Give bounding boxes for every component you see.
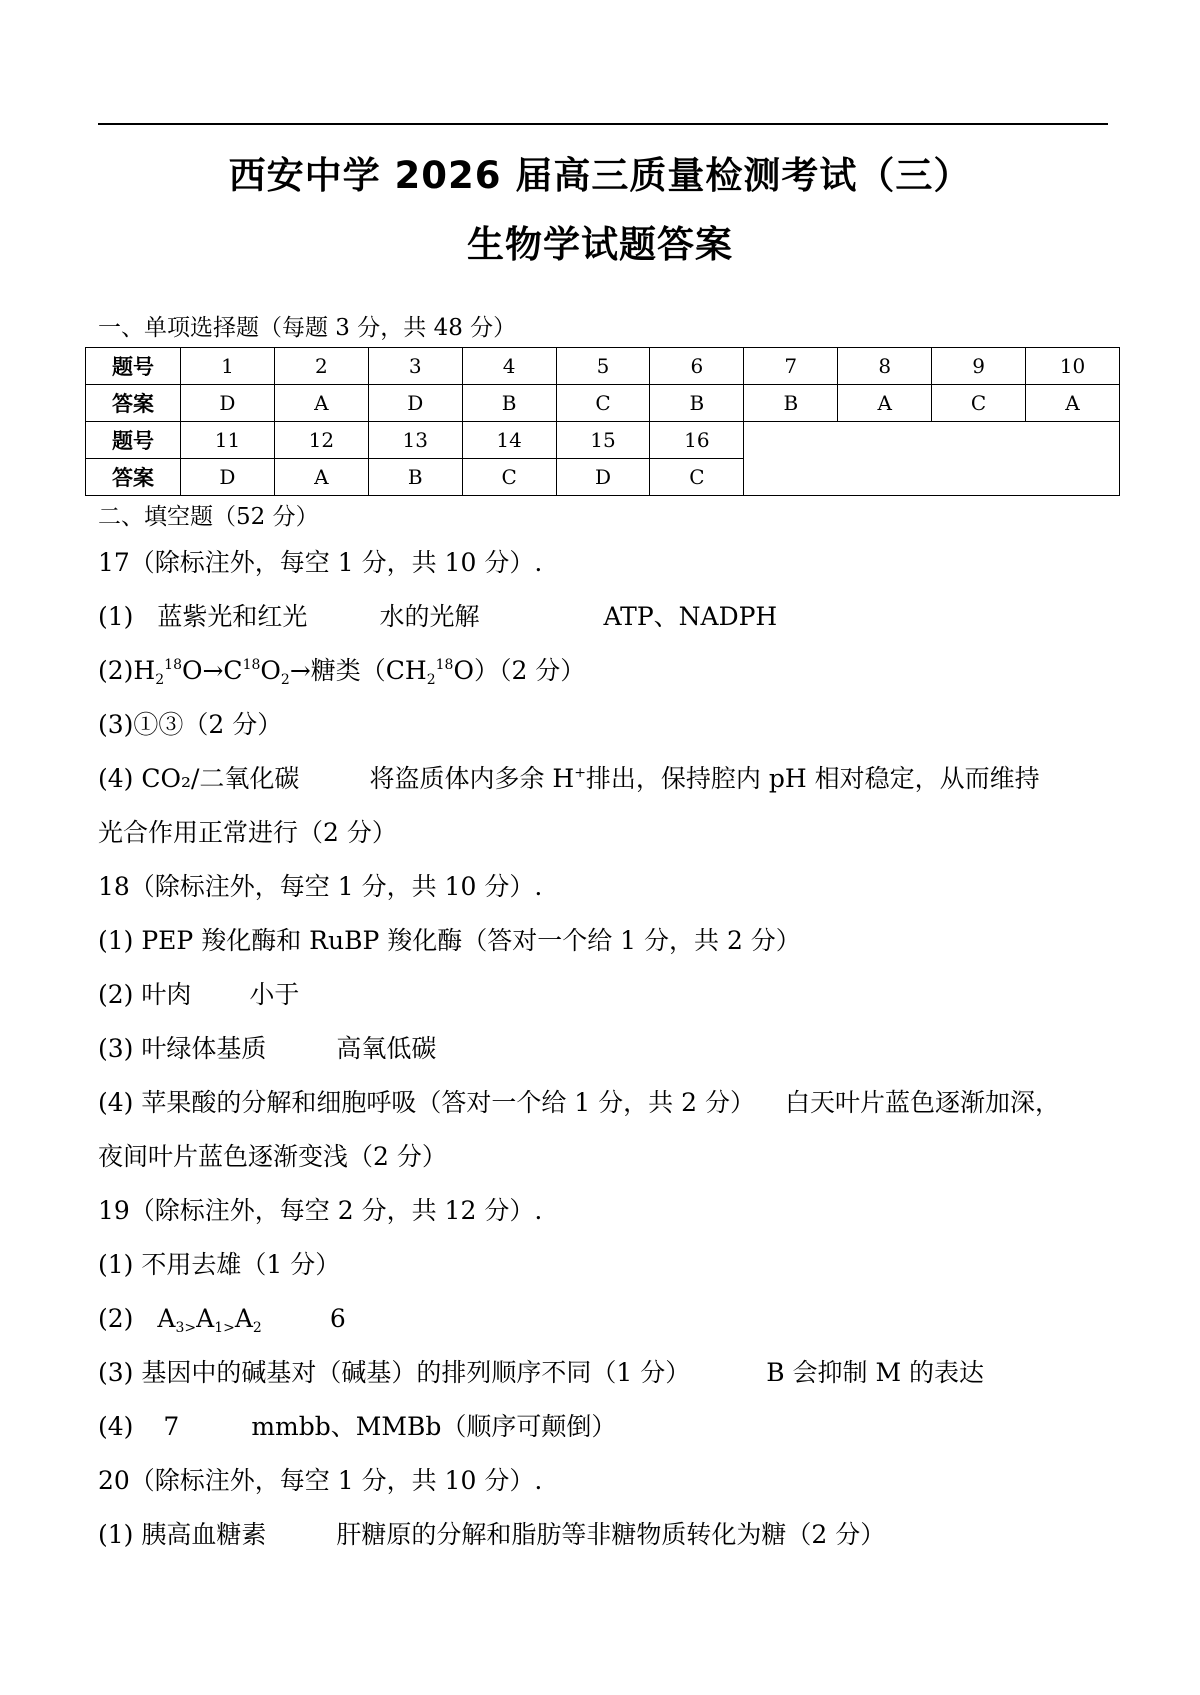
answer-cell: C xyxy=(556,385,650,422)
question-number: 9 xyxy=(932,348,1026,385)
question-number: 16 xyxy=(650,422,744,459)
answer-cell: A xyxy=(274,385,368,422)
table-row-answers-1 xyxy=(86,385,1120,422)
question-number: 12 xyxy=(274,422,368,459)
answer-text: B 会抑制 M 的表达 xyxy=(766,1358,985,1387)
subscript: > xyxy=(184,1320,197,1336)
answer-text: 高氧低碳 xyxy=(336,1034,437,1063)
table-row-questions-2 xyxy=(86,422,1120,459)
subscript: 3 xyxy=(175,1320,185,1336)
row-label-answer: 答案 xyxy=(86,385,181,422)
empty-cell xyxy=(744,422,1120,496)
answer-text: 蓝紫光和红光 xyxy=(157,602,308,631)
question-number: 8 xyxy=(838,348,932,385)
q18-answer-2 xyxy=(98,979,299,1011)
question-number: 15 xyxy=(556,422,650,459)
question-number: 1 xyxy=(181,348,275,385)
answer-number: (2) xyxy=(98,1304,134,1333)
question-number: 14 xyxy=(462,422,556,459)
superscript: 18 xyxy=(435,657,454,673)
answer-text: 白天叶片蓝色逐渐加深， xyxy=(784,1088,1060,1117)
superscript: + xyxy=(574,765,586,781)
formula-text: →糖类（CH xyxy=(289,656,427,685)
answer-cell: C xyxy=(462,459,556,496)
question-number: 10 xyxy=(1026,348,1120,385)
row-label-answer: 答案 xyxy=(86,459,181,496)
answer-text: (3) 基因中的碱基对（碱基）的排列顺序不同（1 分） xyxy=(98,1358,691,1387)
q17-answer-4 xyxy=(98,763,1040,795)
q18-answer-1: (1) PEP 羧化酶和 RuBP 羧化酶（答对一个给 1 分，共 2 分） xyxy=(98,926,801,955)
answer-text: 肝糖原的分解和脂肪等非糖物质转化为糖（2 分） xyxy=(336,1520,886,1549)
answer-text: (3) 叶绿体基质 xyxy=(98,1034,267,1063)
subscript: 2 xyxy=(426,672,436,688)
q18-answer-4-cont: 夜间叶片蓝色逐渐变浅（2 分） xyxy=(98,1142,447,1171)
q20-header: 20（除标注外，每空 1 分，共 10 分）. xyxy=(98,1466,543,1495)
superscript: 18 xyxy=(242,657,261,673)
answer-text: 7 xyxy=(163,1412,180,1441)
answer-cell: B xyxy=(650,385,744,422)
answer-cell: B xyxy=(368,459,462,496)
answer-cell: D xyxy=(556,459,650,496)
q17-answer-4-cont: 光合作用正常进行（2 分） xyxy=(98,818,397,847)
answer-cell: A xyxy=(274,459,368,496)
q17-answer-2 xyxy=(98,655,585,687)
row-label-question: 题号 xyxy=(86,422,181,459)
question-number: 6 xyxy=(650,348,744,385)
answer-text: (4) CO₂/二氧化碳 xyxy=(98,764,300,793)
top-rule xyxy=(98,123,1108,125)
q19-header: 19（除标注外，每空 2 分，共 12 分）. xyxy=(98,1196,543,1225)
answer-cell: B xyxy=(462,385,556,422)
formula-text: A xyxy=(234,1304,253,1333)
answer-text: (4) 苹果酸的分解和细胞呼吸（答对一个给 1 分，共 2 分） xyxy=(98,1088,755,1117)
answer-cell: A xyxy=(1026,385,1120,422)
section1-heading: 一、单项选择题（每题 3 分，共 48 分） xyxy=(98,315,517,341)
q18-answer-4 xyxy=(98,1087,1060,1119)
answer-text: mmbb、MMBb（顺序可颠倒） xyxy=(251,1412,617,1441)
question-number: 3 xyxy=(368,348,462,385)
answer-cell: C xyxy=(650,459,744,496)
q19-answer-4 xyxy=(98,1411,616,1443)
subscript: 1 xyxy=(214,1320,224,1336)
subscript: 2 xyxy=(252,1320,262,1336)
subscript: 2 xyxy=(155,672,165,688)
superscript: 18 xyxy=(164,657,182,673)
answer-cell: D xyxy=(181,385,275,422)
q19-answer-2 xyxy=(98,1303,346,1335)
subscript: 2 xyxy=(280,672,290,688)
subscript: > xyxy=(223,1320,235,1336)
answer-number: (4) xyxy=(98,1412,134,1441)
answer-cell: A xyxy=(838,385,932,422)
row-label-question: 题号 xyxy=(86,348,181,385)
table-row-questions-1 xyxy=(86,348,1120,385)
formula-text: O xyxy=(260,656,281,685)
q18-header: 18（除标注外，每空 1 分，共 10 分）. xyxy=(98,872,543,901)
answer-table xyxy=(85,347,1120,496)
q17-header: 17（除标注外，每空 1 分，共 10 分）. xyxy=(98,548,543,577)
answer-cell: D xyxy=(368,385,462,422)
q19-answer-1: (1) 不用去雄（1 分） xyxy=(98,1250,341,1279)
answer-text: (2) 叶肉 xyxy=(98,980,192,1009)
formula-text: A xyxy=(157,1304,176,1333)
formula-text: A xyxy=(196,1304,215,1333)
q20-answer-1 xyxy=(98,1519,885,1551)
q17-answer-3: (3)①③（2 分） xyxy=(98,710,283,739)
answer-cell: B xyxy=(744,385,838,422)
question-number: 13 xyxy=(368,422,462,459)
answer-text: 6 xyxy=(329,1304,346,1333)
q18-answer-3 xyxy=(98,1033,436,1065)
answer-text: 排出，保持腔内 pH 相对稳定，从而维持 xyxy=(585,764,1040,793)
q17-answer-1 xyxy=(98,601,777,633)
q19-answer-3 xyxy=(98,1357,984,1389)
question-number: 5 xyxy=(556,348,650,385)
formula-text: O→C xyxy=(181,656,243,685)
answer-text: 将盗质体内多余 H xyxy=(369,764,575,793)
question-number: 2 xyxy=(274,348,368,385)
question-number: 11 xyxy=(181,422,275,459)
answer-text: (1) 胰高血糖素 xyxy=(98,1520,267,1549)
question-number: 7 xyxy=(744,348,838,385)
answer-cell: D xyxy=(181,459,275,496)
answer-text: 小于 xyxy=(249,980,300,1009)
answer-cell: C xyxy=(932,385,1026,422)
answer-number: (2) xyxy=(98,656,134,685)
answer-number: (1) xyxy=(98,602,134,631)
document-subtitle: 生物学试题答案 xyxy=(467,223,733,266)
formula-text: H xyxy=(133,656,156,685)
section2-heading: 二、填空题（52 分） xyxy=(98,504,319,530)
formula-text: O）（2 分） xyxy=(453,656,586,685)
answer-text: ATP、NADPH xyxy=(603,602,778,631)
document-title: 西安中学 2026 届高三质量检测考试（三） xyxy=(228,154,972,197)
answer-text: 水的光解 xyxy=(379,602,480,631)
question-number: 4 xyxy=(462,348,556,385)
